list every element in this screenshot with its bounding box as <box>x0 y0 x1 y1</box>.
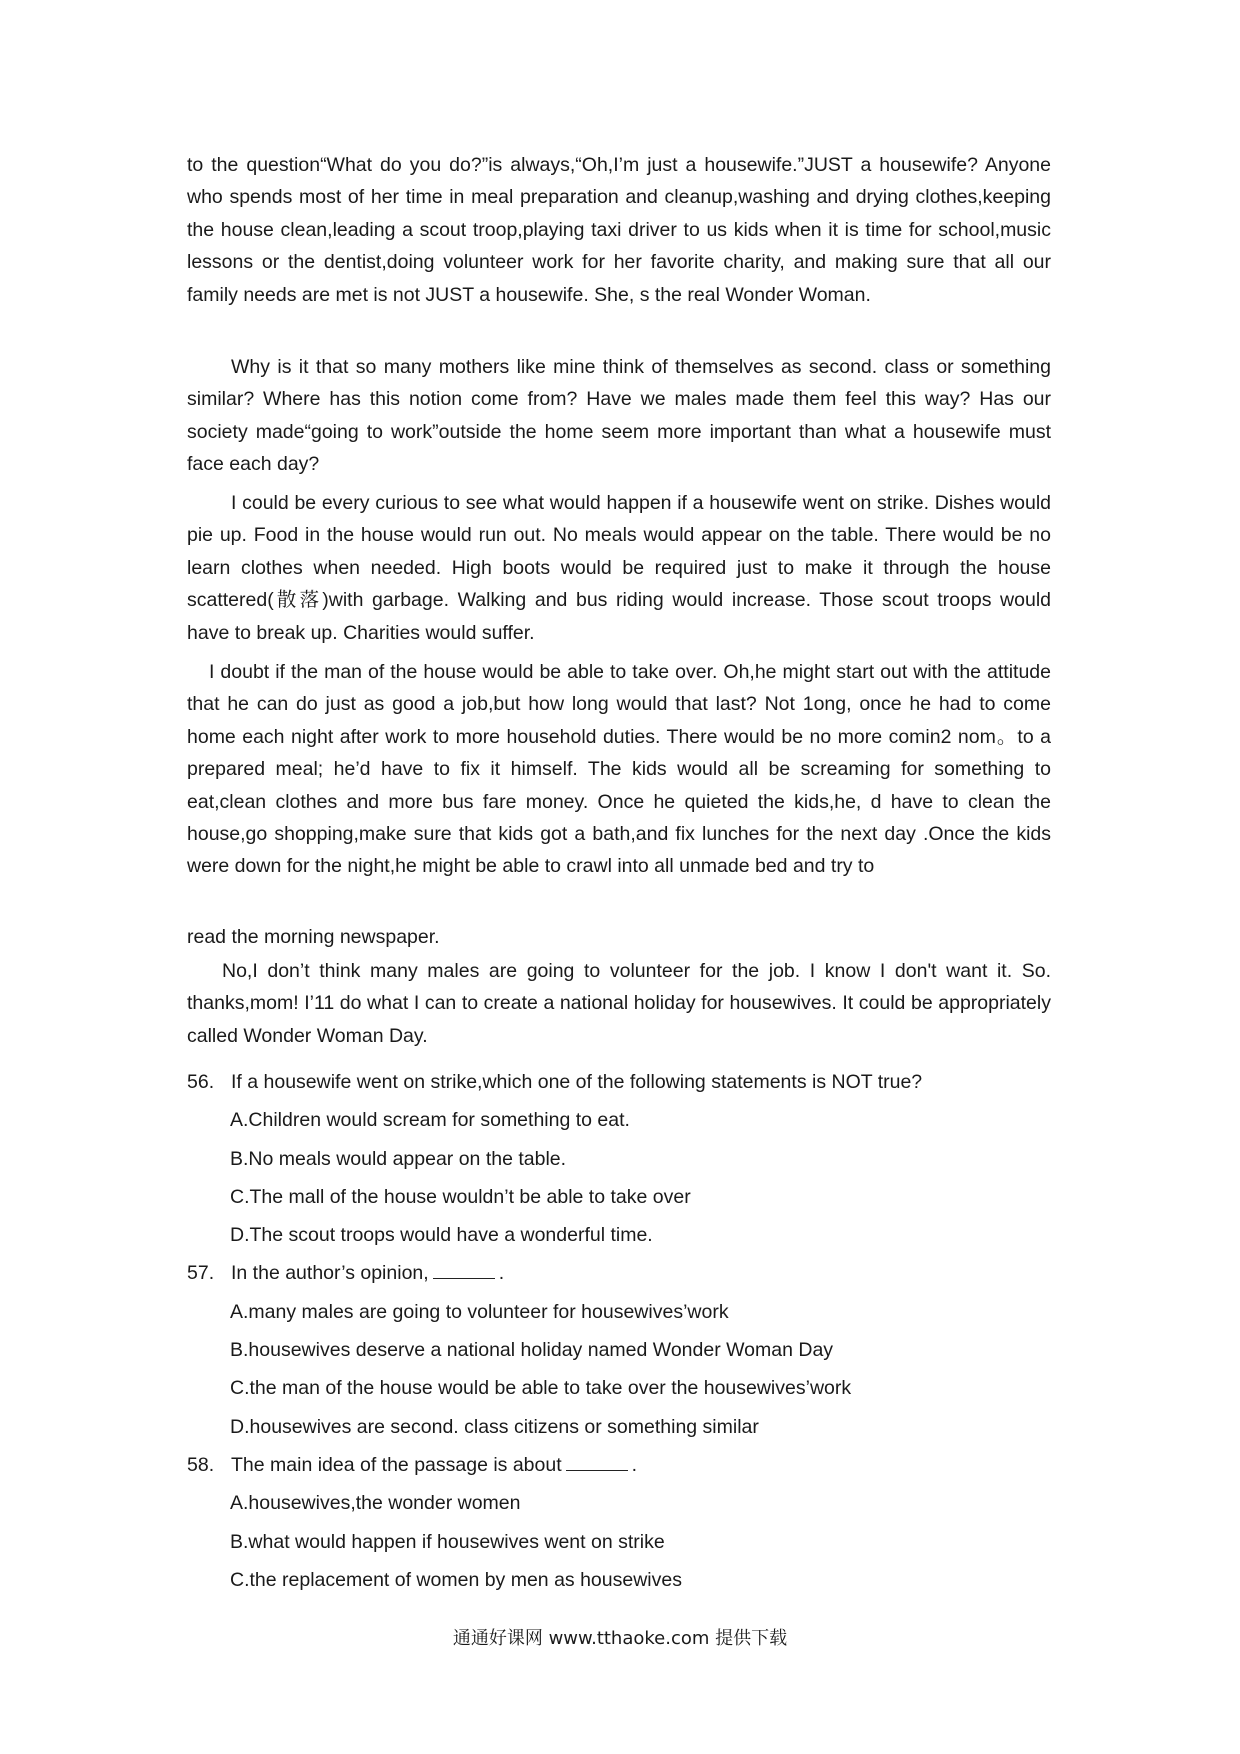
question-number: 56. <box>187 1071 215 1093</box>
page-footer: 通通好课网 www.tthaoke.com 提供下载 <box>452 1628 788 1649</box>
passage-paragraph-3: I could be every curious to see what would happen if a housewife went on strike. Dishes would pie up. Food in the house would run out. No meals would appear on the table. There would be no learn clothes when needed. High boots would be required just to make it through the house scattered(散落)with garbage. Walking and bus riding would increase. Those scout troops would have to break up. Charities would suffer. <box>187 492 1051 644</box>
question-text: The main idea of the passage is about <box>231 1454 562 1476</box>
question-58-option-b: B.what would happen if housewives went on strike <box>230 1531 665 1553</box>
passage-paragraph-2: Why is it that so many mothers like mine think of themselves as second. class or something similar? Where has this notion come from? Have we males made them feel this way? Has our society made“going to work”outside the home seem more important than what a housewife must face each day? <box>187 356 1051 476</box>
question-number: 58. <box>187 1454 215 1476</box>
passage-paragraph-6: No,I don’t think many males are going to volunteer for the job. I know I don't want it. So. thanks,mom! I’11 do what I can to create a national holiday for housewives. It could be appropriately called Wonder Woman Day. <box>187 960 1051 1047</box>
question-56-option-c: C.The mall of the house wouldn’t be able to take over <box>230 1186 691 1208</box>
question-text: If a housewife went on strike,which one of the following statements is NOT true? <box>231 1071 923 1093</box>
question-58-option-a: A.housewives,the wonder women <box>230 1492 521 1514</box>
passage-paragraph-4: I doubt if the man of the house would be able to take over. Oh,he might start out with the attitude that he can do just as good a job,but how long would that last? Not 1ong, once he had to come home each night after work to more household duties. There would be no more comin2 nom。to a prepared meal; he’d have to fix it himself. The kids would all be screaming for something to eat,clean clothes and more bus fare money. Once he quieted the kids,he, d have to clean the house,go shopping,make sure that kids got a bath,and fix lunches for the next day .Once the kids were down for the night,he might be able to crawl into all unmade bed and try to <box>187 661 1051 878</box>
question-57-option-d: D.housewives are second. class citizens or something similar <box>230 1416 759 1438</box>
answer-blank <box>566 1456 628 1471</box>
question-text: In the author’s opinion, <box>231 1262 429 1284</box>
question-56-option-b: B.No meals would appear on the table. <box>230 1148 567 1170</box>
question-57-option-c: C.the man of the house would be able to take over the housewives’work <box>230 1377 852 1399</box>
question-stem-end: . <box>631 1454 638 1476</box>
question-58-option-c: C.the replacement of women by men as housewives <box>230 1569 682 1591</box>
passage-paragraph-5: read the morning newspaper. <box>187 926 440 948</box>
question-57-option-a: A.many males are going to volunteer for housewives’work <box>230 1301 729 1323</box>
question-57-stem <box>187 1260 504 1286</box>
question-stem-end: . <box>498 1262 505 1284</box>
question-56-option-d: D.The scout troops would have a wonderful time. <box>230 1224 653 1246</box>
passage-paragraph-1: to the question“What do you do?”is always,“Oh,I’m just a housewife.”JUST a housewife? Anyone who spends most of her time in meal preparation and cleanup,washing and drying clothes,keeping the house clean,leading a scout troop,playing taxi driver to us kids when it is time for school,music lessons or the dentist,doing volunteer work for her favorite charity, and making sure that all our family needs are met is not JUST a housewife. She, s the real Wonder Woman. <box>187 154 1051 306</box>
answer-blank <box>433 1264 495 1279</box>
question-58-stem <box>187 1452 637 1478</box>
question-56-option-a: A.Children would scream for something to eat. <box>230 1109 630 1131</box>
question-57-option-b: B.housewives deserve a national holiday named Wonder Woman Day <box>230 1339 834 1361</box>
question-56-stem <box>187 1069 922 1095</box>
question-number: 57. <box>187 1262 215 1284</box>
